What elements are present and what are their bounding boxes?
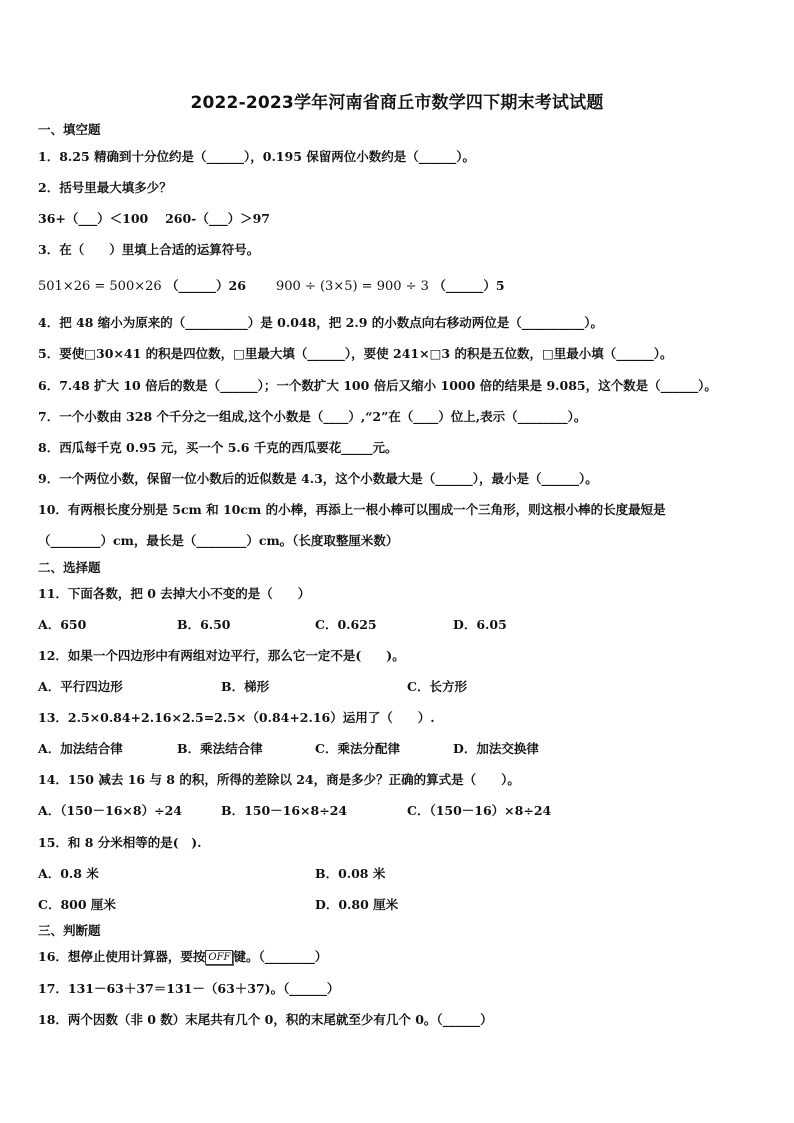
option-d: D．0.80 厘米 [315, 897, 399, 912]
question-12: 12．如果一个四边形中有两组对边平行，那么它一定不是( )。 [38, 648, 405, 663]
question-17: 17．131－63＋37＝131－（63＋37)。（______） [38, 981, 340, 996]
question-3-expression-a: 501×26 = 500×26 [38, 279, 162, 294]
option-c: C．（150－16）×8÷24 [407, 803, 552, 818]
question-16 [38, 947, 327, 965]
option-a: A．（150－16×8）÷24 [38, 803, 182, 818]
question-16-answer: 键。（________） [233, 949, 328, 964]
option-c: C．0.625 [315, 617, 377, 632]
question-3-expression-b: 900 ÷ (3×5) = 900 ÷ 3 [276, 279, 429, 294]
option-b: B．梯形 [221, 679, 270, 694]
question-3-blank-a: （______）26 [166, 278, 246, 293]
question-5: 5．要使□30×41 的积是四位数，□里最大填（______），要使 241×□3 的积是五位数，□里最小填（______）。 [38, 346, 673, 361]
question-13: 13．2.5×0.84+2.16×2.5=2.5×（0.84+2.16）运用了（ ）. [38, 710, 435, 725]
question-14: 14．150 减去 16 与 8 的积，所得的差除以 24，商是多少？正确的算式是（ ）。 [38, 772, 520, 787]
option-c: C．长方形 [407, 679, 467, 694]
question-10-continued: （________）cm，最长是（________）cm。（长度取整厘米数） [38, 533, 399, 548]
question-10: 10．有两根长度分别是 5cm 和 10cm 的小棒，再添上一根小棒可以围成一个三角形，则这根小棒的长度最短是 [38, 502, 666, 517]
question-3: 3．在（ ）里填上合适的运算符号。 [38, 242, 260, 257]
section-true-false: 三、判断题 [38, 923, 101, 938]
question-8: 8．西瓜每千克 0.95 元，买一个 5.6 千克的西瓜要花_____元。 [38, 440, 398, 455]
section-fill-blank: 一、填空题 [38, 122, 101, 137]
question-3-item-b [276, 276, 505, 294]
question-4: 4．把 48 缩小为原来的（__________）是 0.048，把 2.9 的小数点向右移动两位是（__________）。 [38, 315, 603, 330]
option-b: B．6.50 [177, 617, 231, 632]
section-multiple-choice: 二、选择题 [38, 560, 101, 575]
option-c: C．乘法分配律 [315, 741, 400, 756]
question-2: 2．括号里最大填多少？ [38, 180, 172, 195]
option-b: B．乘法结合律 [177, 741, 263, 756]
option-d: D．加法交换律 [453, 741, 539, 756]
option-b: B．0.08 米 [315, 866, 386, 881]
option-a: A．平行四边形 [38, 679, 123, 694]
question-7: 7．一个小数由 328 个千分之一组成,这个小数是（____）,“2”在（____）位上,表示（________）。 [38, 409, 587, 424]
option-a: A．650 [38, 617, 87, 632]
question-16-text: 16．想停止使用计算器，要按 [38, 949, 206, 964]
question-1: 1．8.25 精确到十分位约是（______），0.195 保留两位小数约是（______）。 [38, 149, 475, 164]
option-d: D．6.05 [453, 617, 507, 632]
question-3-blank-b: （______）5 [433, 278, 505, 293]
option-a: A．加法结合律 [38, 741, 123, 756]
question-6: 6．7.48 扩大 10 倍后的数是（______）；一个数扩大 100 倍后又缩小 1000 倍的结果是 9.085，这个数是（______）。 [38, 378, 717, 393]
option-b: B．150－16×8÷24 [221, 803, 348, 818]
question-3-item-a [38, 276, 246, 294]
option-c: C．800 厘米 [38, 897, 116, 912]
question-15: 15．和 8 分米相等的是( ). [38, 835, 202, 850]
option-a: A．0.8 米 [38, 866, 99, 881]
question-18: 18．两个因数（非 0 数）末尾共有几个 0，积的末尾就至少有几个 0。（______） [38, 1012, 493, 1027]
off-key-icon: OFF [205, 950, 233, 965]
question-9: 9．一个两位小数，保留一位小数后的近似数是 4.3，这个小数最大是（______），最小是（______）。 [38, 471, 598, 486]
question-11: 11．下面各数，把 0 去掉大小不变的是（ ） [38, 586, 311, 601]
question-2-items: 36+（___）＜100 260-（___）＞97 [38, 211, 270, 226]
page-title: 2022-2023学年河南省商丘市数学四下期末考试试题 [190, 93, 604, 113]
